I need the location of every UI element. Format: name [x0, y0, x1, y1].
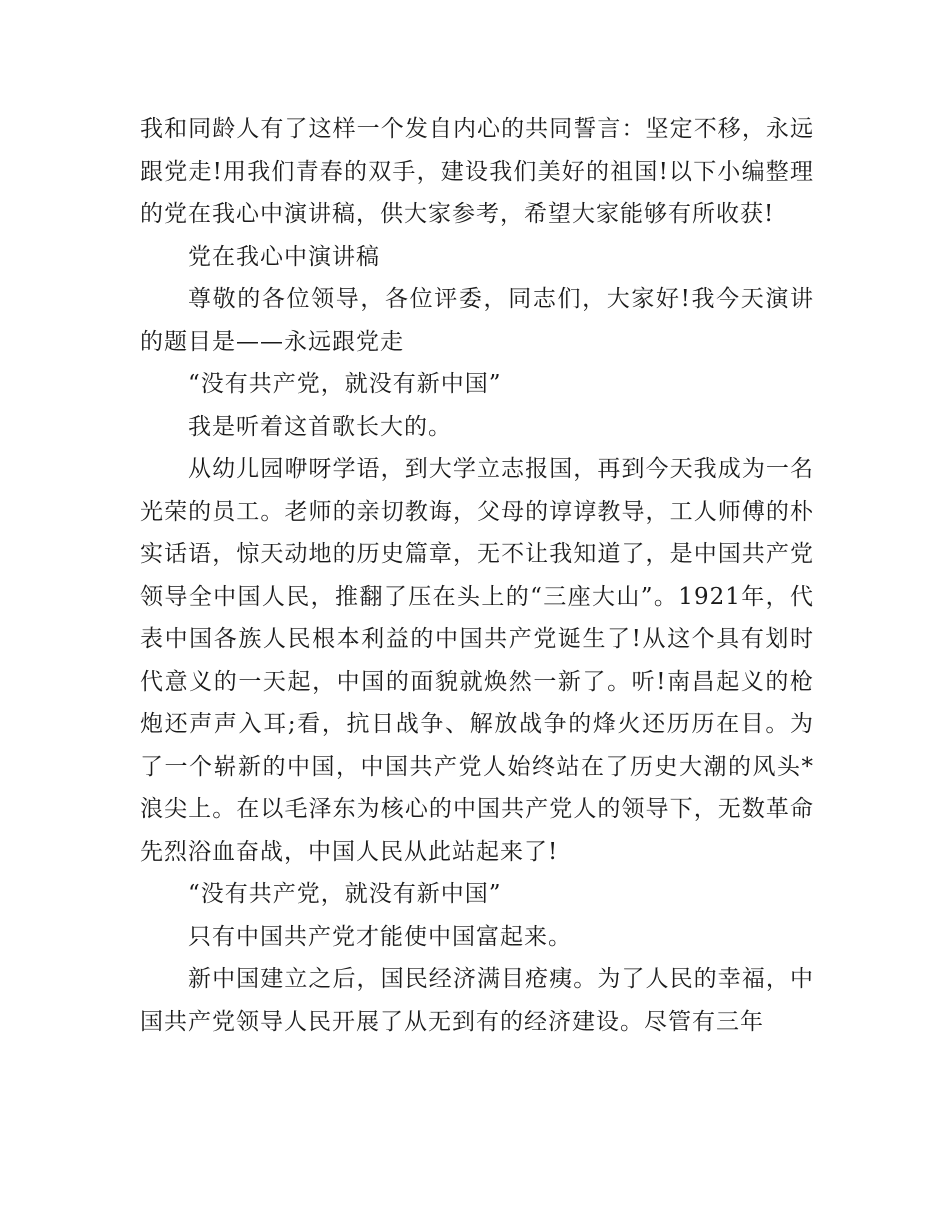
paragraph-grew-up: 我是听着这首歌长大的。 — [188, 413, 452, 440]
paragraph-rich: 只有中国共产党才能使中国富起来。 — [188, 923, 572, 950]
paragraph-intro: 我和同龄人有了这样一个发自内心的共同誓言：坚定不移，永远跟党走!用我们青春的双手，建设我们美好的祖国!以下小编整理的党在我心中演讲稿，供大家参考，希望大家能够有所收获! — [140, 116, 814, 227]
paragraph-history: 从幼儿园咿呀学语，到大学立志报国，再到今天我成为一名光荣的员工。老师的亲切教诲，父母的谆谆教导，工人师傅的朴实话语，惊天动地的历史篇章，无不让我知道了，是中国共产党领导全中国人民，推翻了压在头上的“三座大山”。1921年，代表中国各族人民根本利益的中国共产党诞生了!从这个具有划时代意义的一天起，中国的面貌就焕然一新了。听!南昌起义的枪炮还声声入耳;看，抗日战争、解放战争的烽火还历历在目。为了一个崭新的中国，中国共产党人始终站在了历史大潮的风头*浪尖上。在以毛泽东为核心的中国共产党人的领导下，无数革命先烈浴血奋战，中国人民从此站起来了! — [140, 456, 814, 865]
paragraph-new-china: 新中国建立之后，国民经济满目疮痍。为了人民的幸福，中国共产党领导人民开展了从无到有的经济建设。尽管有三年 — [140, 966, 814, 1035]
paragraph-song-quote-2: “没有共产党，就没有新中国” — [188, 881, 502, 907]
document-body — [140, 108, 814, 1043]
paragraph-greeting: 尊敬的各位领导，各位评委，同志们，大家好!我今天演讲的题目是——永远跟党走 — [140, 286, 814, 355]
speech-title: 党在我心中演讲稿 — [188, 243, 380, 270]
paragraph-song-quote: “没有共产党，就没有新中国” — [188, 371, 502, 397]
